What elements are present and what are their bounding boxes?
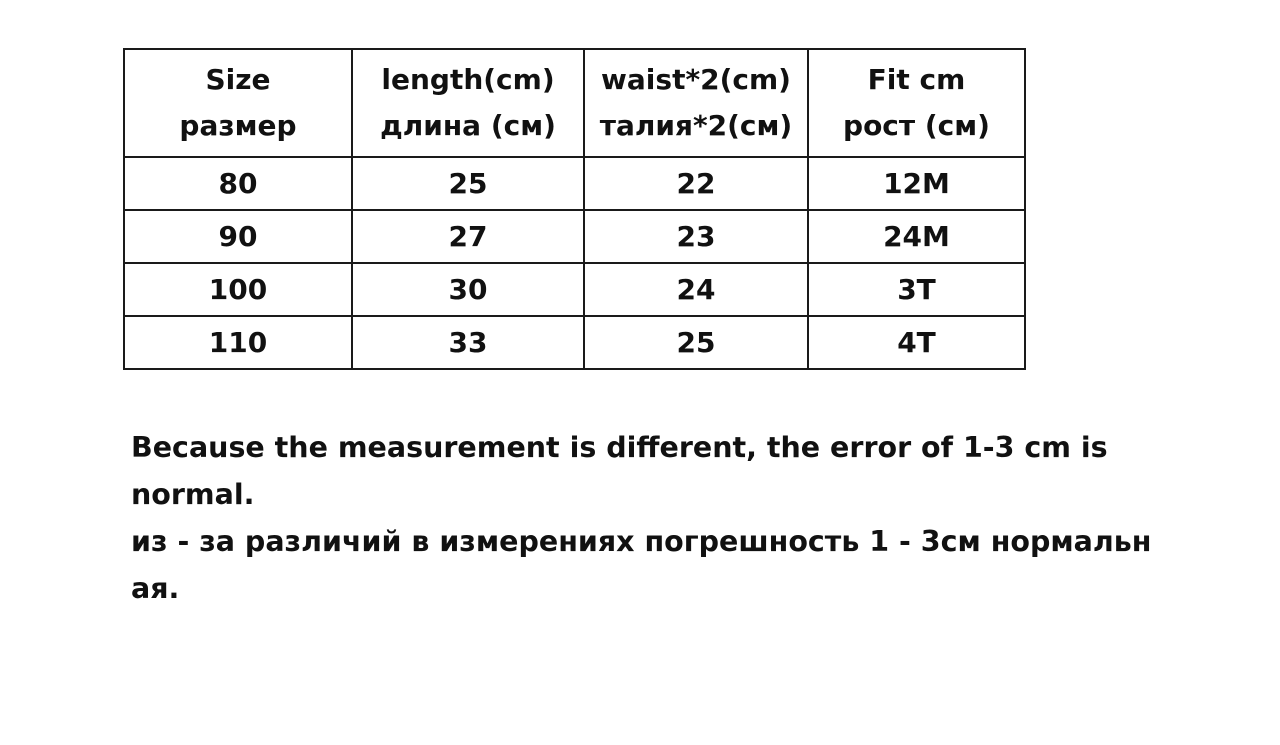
table-row (124, 157, 1025, 210)
cell-waist: 23 (584, 210, 808, 263)
cell-fit: 24M (808, 210, 1025, 263)
cell-length: 25 (352, 157, 584, 210)
table-row (124, 210, 1025, 263)
header-length (352, 49, 584, 157)
cell-waist: 22 (584, 157, 808, 210)
cell-fit: 4T (808, 316, 1025, 369)
table-row (124, 263, 1025, 316)
header-length-ru: длина (см) (380, 109, 556, 142)
cell-length: 30 (352, 263, 584, 316)
header-size (124, 49, 352, 157)
cell-fit: 3T (808, 263, 1025, 316)
cell-waist: 25 (584, 316, 808, 369)
table-header-row (124, 49, 1025, 157)
cell-size: 80 (124, 157, 352, 210)
note-russian: из - за различий в измерениях погрешность 1 - 3см нормальн ая. (131, 525, 1152, 605)
table-row (124, 316, 1025, 369)
cell-length: 33 (352, 316, 584, 369)
header-waist (584, 49, 808, 157)
header-fit (808, 49, 1025, 157)
cell-size: 90 (124, 210, 352, 263)
header-waist-en: waist*2(cm) (601, 63, 791, 96)
cell-waist: 24 (584, 263, 808, 316)
cell-size: 100 (124, 263, 352, 316)
header-length-en: length(cm) (381, 63, 555, 96)
header-size-ru: размер (179, 109, 297, 142)
cell-length: 27 (352, 210, 584, 263)
size-chart-table (123, 48, 1026, 370)
header-size-en: Size (205, 63, 271, 96)
header-fit-en: Fit cm (867, 63, 966, 96)
header-fit-ru: рост (см) (843, 109, 990, 142)
header-waist-ru: талия*2(см) (599, 109, 793, 142)
note-english: Because the measurement is different, the error of 1-3 cm is normal. (131, 431, 1108, 511)
cell-size: 110 (124, 316, 352, 369)
measurement-note (131, 424, 1231, 612)
cell-fit: 12M (808, 157, 1025, 210)
